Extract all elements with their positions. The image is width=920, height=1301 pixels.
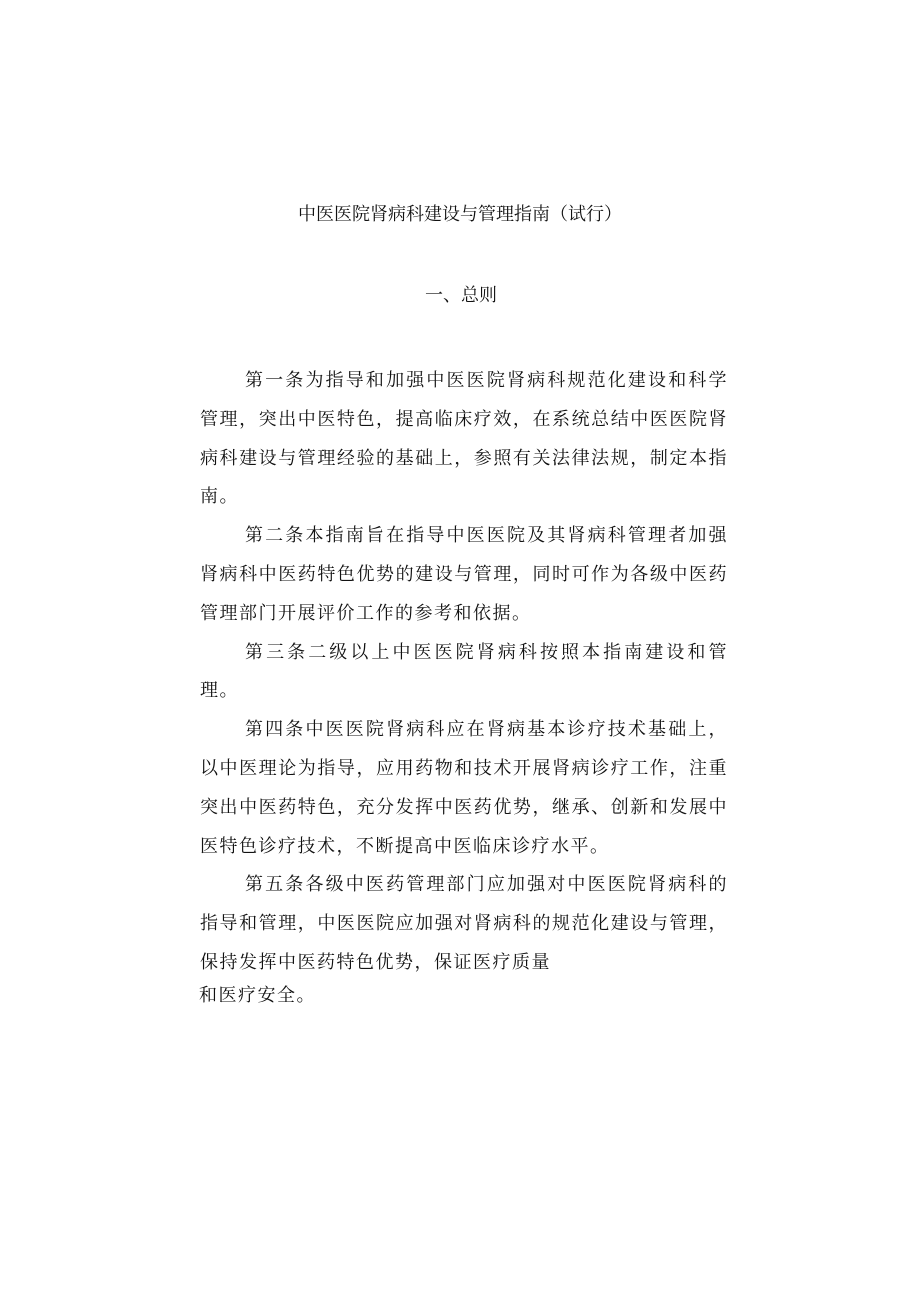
paragraph-continuation: 和医疗安全。 <box>199 985 316 1006</box>
paragraph-article-2: 第二条本指南旨在指导中医医院及其肾病科管理者加强肾病科中医药特色优势的建设与管理，同时可作为各级中医药管理部门开展评价工作的参考和依据。 <box>200 525 728 624</box>
section-heading: 一、总则 <box>425 285 497 306</box>
document-body <box>200 362 728 983</box>
paragraph-article-3: 第三条二级以上中医医院肾病科按照本指南建设和管理。 <box>200 641 728 702</box>
paragraph-article-5: 第五条各级中医药管理部门应加强对中医医院肾病科的指导和管理，中医医院应加强对肾病科的规范化建设与管理，保持发挥中医药特色优势，保证医疗质量 <box>200 874 728 973</box>
paragraph-article-1: 第一条为指导和加强中医医院肾病科规范化建设和科学管理，突出中医特色，提高临床疗效，在系统总结中医医院肾病科建设与管理经验的基础上，参照有关法律法规，制定本指南。 <box>200 370 728 508</box>
document-title: 中医医院肾病科建设与管理指南（试行） <box>298 204 622 225</box>
paragraph-article-4: 第四条中医医院肾病科应在肾病基本诊疗技术基础上，以中医理论为指导，应用药物和技术开展肾病诊疗工作，注重突出中医药特色，充分发挥中医药优势，继承、创新和发展中医特色诊疗技术，不断提高中医临床诊疗水平。 <box>200 719 728 857</box>
